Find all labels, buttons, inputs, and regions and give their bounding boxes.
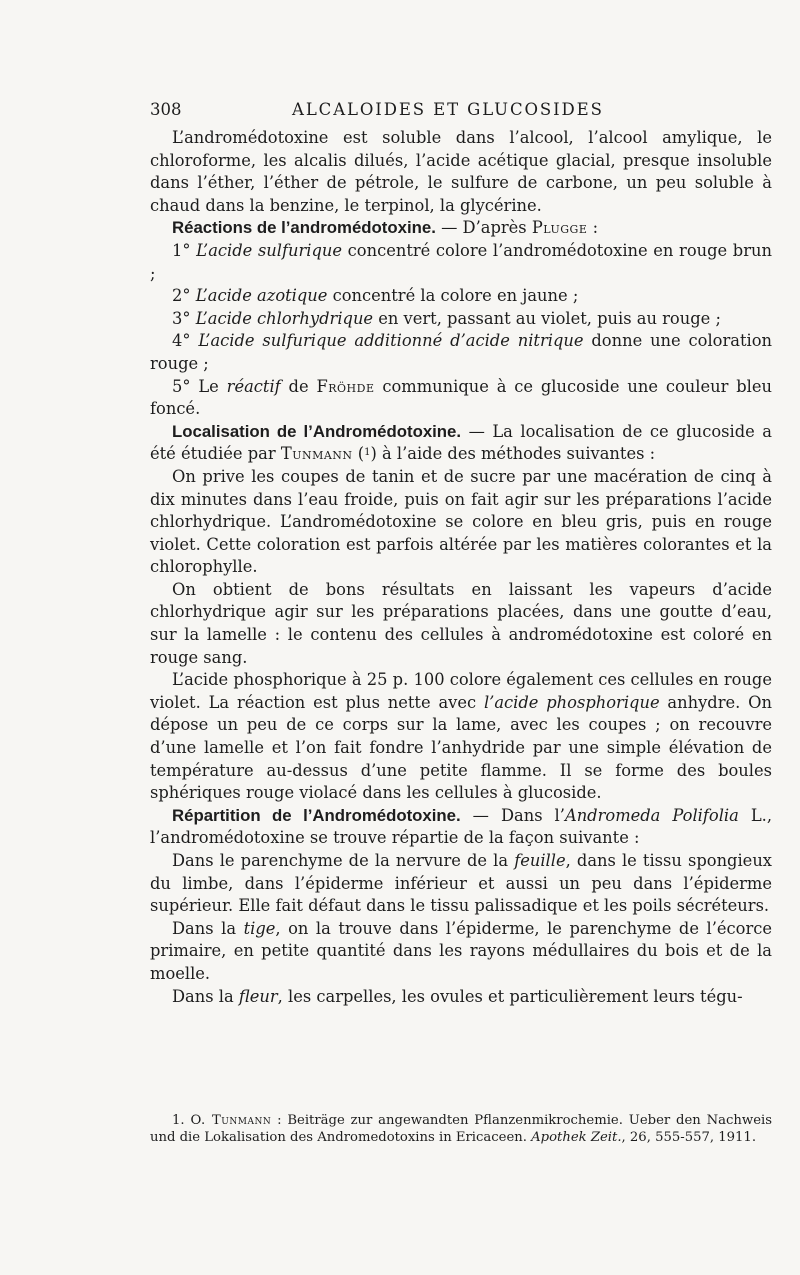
author-name: Tunmann xyxy=(280,444,353,464)
section-heading-localisation: Localisation de l’Andromédotoxine. xyxy=(172,421,462,441)
reaction-item: 3° L’acide chlorhydrique en vert, passant au violet, puis au rouge ; xyxy=(172,308,721,328)
paragraph: Dans le parenchyme de la nervure de la feuille, dans le tissu spongieux du limbe, dans l’épiderme inférieur et aussi un peu dans l’épiderme supérieur. Elle fait défaut dans le tissu palissadique et les poils sécréteurs. xyxy=(150,851,772,916)
reaction-item: 1° L’acide sulfurique concentré colore l’andromédotoxine en rouge brun ; xyxy=(150,240,772,283)
footnote-number: 1. xyxy=(172,1113,185,1128)
repartition-heading-paragraph: Répartition de l’Andromédotoxine. — Dans l’Andromeda Polifolia L., l’andromédotoxine se trouve répartie de la façon suivante : xyxy=(150,805,772,848)
running-header xyxy=(150,100,772,126)
author-name: Plugge xyxy=(531,218,588,238)
section-heading-repartition: Répartition de l’Andromédotoxine. xyxy=(172,805,461,825)
species-name: Andromeda Polifolia xyxy=(564,805,739,825)
intro-paragraph: L’andromédotoxine est soluble dans l’alcool, l’alcool amylique, le chloroforme, les alcalis dilués, l’acide acétique glacial, presque insoluble dans l’éther, l’éther de pétrole, le sulfure de carbone, un peu soluble à chaud dans la benzine, le terpinol, la glycérine. xyxy=(150,128,772,215)
footnote-ref: 1 xyxy=(364,447,371,459)
reaction-item: 2° L’acide azotique concentré la colore en jaune ; xyxy=(172,286,579,306)
paragraph: Dans la tige, on la trouve dans l’épiderme, le parenchyme de l’écorce primaire, en petite quantité dans les rayons médullaires du bois et de la moelle. xyxy=(150,918,772,983)
reactions-heading-paragraph: Réactions de l’andromédotoxine. — D’après Plugge : xyxy=(172,218,599,238)
journal-name: Apothek Zeit. xyxy=(531,1130,622,1146)
localisation-heading-paragraph: Localisation de l’Andromédotoxine. — La localisation de ce glucoside a été étudiée par Tunmann ($^1$) à l’aide des méthodes suivantes : xyxy=(150,421,772,464)
page-number: 308 xyxy=(150,100,182,119)
paragraph: On prive les coupes de tanin et de sucre par une macération de cinq à dix minutes dans l’eau froide, puis on fait agir sur les préparations l’acide chlorhydrique. L’andromédotoxine se colore en bleu gris, puis en rouge violet. Cette coloration est parfois altérée par les matières colorantes et la chlorophylle. xyxy=(150,466,772,577)
reaction-item: 4° L’acide sulfurique additionné d’acide nitrique donne une coloration rouge ; xyxy=(150,331,773,373)
paragraph: Dans la fleur, les carpelles, les ovules et particulièrement leurs tégu- xyxy=(172,986,743,1006)
paragraph: L’acide phosphorique à 25 p. 100 colore également ces cellules en rouge violet. La réaction est plus nette avec l’acide phosphorique anhydre. On dépose un peu de ce corps sur la lame, avec les coupes ; on recouvre d’une lamelle et l’on fait fondre l’anhydride par une simple élévation de température au-dessus d’une petite flamme. Il se forme des boules sphériques rouge violacé dans les cellules à glucoside. xyxy=(150,670,772,803)
paragraph: On obtient de bons résultats en laissant les vapeurs d’acide chlorhydrique agir sur les préparations placées, dans une goutte d’eau, sur la lamelle : le contenu des cellules à andromédotoxine est coloré en rouge sang. xyxy=(150,579,772,667)
section-heading-reactions: Réactions de l’andromédotoxine. xyxy=(172,218,436,238)
footnote: 1. O. Tunmann : Beiträge zur angewandten Pflanzenmikrochemie. Ueber den Nachweis und die Lokalisation des Andromedotoxins in Ericaceen. Apothek Zeit., 26, 555-557, 1911. xyxy=(150,1113,772,1146)
running-title: ALCALOIDES ET GLUCOSIDES xyxy=(292,100,604,119)
reaction-item: 5° Le réactif de Fröhde communique à ce glucoside une couleur bleu foncé. xyxy=(150,376,772,419)
author-name: Fröhde xyxy=(316,376,375,396)
page-body xyxy=(150,127,772,1008)
footnote-author: O. Tunmann xyxy=(190,1113,272,1128)
